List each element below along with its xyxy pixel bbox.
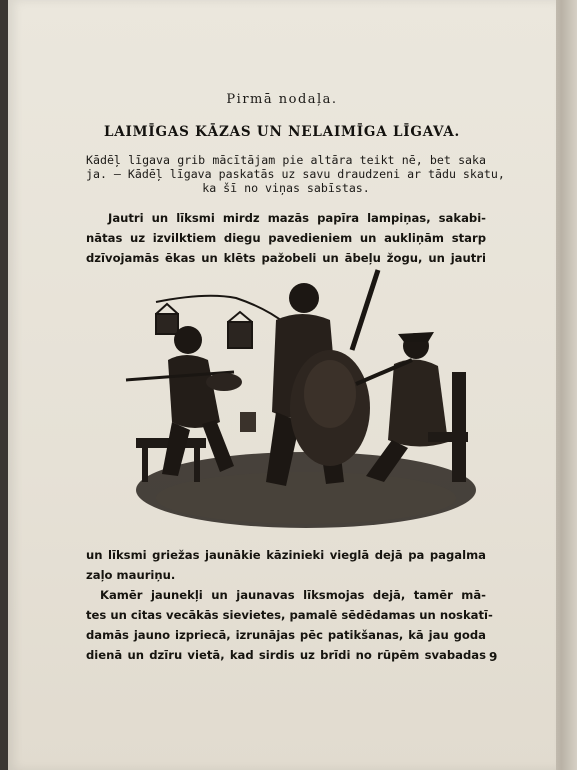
paragraph-line: dienā un dzīru vietā, kad sirdis uz brīdi no rūpēm svabadas: [86, 648, 486, 662]
chapter-summary: [86, 153, 505, 195]
paragraph-opening: [86, 208, 486, 268]
chapter-heading: Pirmā nodaļa.: [226, 92, 338, 107]
paragraph-line: un līksmi griežas jaunākie kāzinieki vieglā dejā pa pagalma: [86, 548, 486, 562]
paragraph-continuation: [86, 545, 493, 665]
summary-line: ja. — Kādēļ līgava paskatās uz savu draudzeni ar tādu skatu,: [86, 167, 505, 181]
paragraph-line: dzīvojamās ēkas un klēts pažobeli un ābeļu žogu, un jautri: [86, 251, 486, 265]
summary-line: Kādēļ līgava grib mācītājam pie altāra teikt nē, bet saka: [86, 153, 486, 167]
summary-line: ka šī no viņas sabīstas.: [202, 181, 370, 195]
paragraph-line: damās jauno izpriecā, izrunājas pēc patikšanas, kā jau goda: [86, 628, 486, 642]
paragraph-line: Kamēr jaunekļi un jaunavas līksmojas dejā, tamēr mā-: [100, 588, 486, 602]
page-number: 9: [489, 650, 498, 664]
paragraph-line: zaļo mauriņu.: [86, 568, 176, 582]
book-page: [8, 0, 556, 770]
paragraph-line: Jautri un līksmi mirdz mazās papīra lampiņas, sakabi-: [108, 211, 486, 225]
chapter-title: LAIMĪGAS KĀZAS UN NELAIMĪGA LĪGAVA.: [103, 124, 461, 140]
paragraph-line: tes un citas vecākās sievietes, pamalē sēdēdamas un noskatī-: [86, 608, 493, 622]
paragraph-line: nātas uz izvilktiem diegu pavedieniem un aukliņām starp: [86, 231, 486, 245]
musicians-illustration: [116, 262, 484, 530]
